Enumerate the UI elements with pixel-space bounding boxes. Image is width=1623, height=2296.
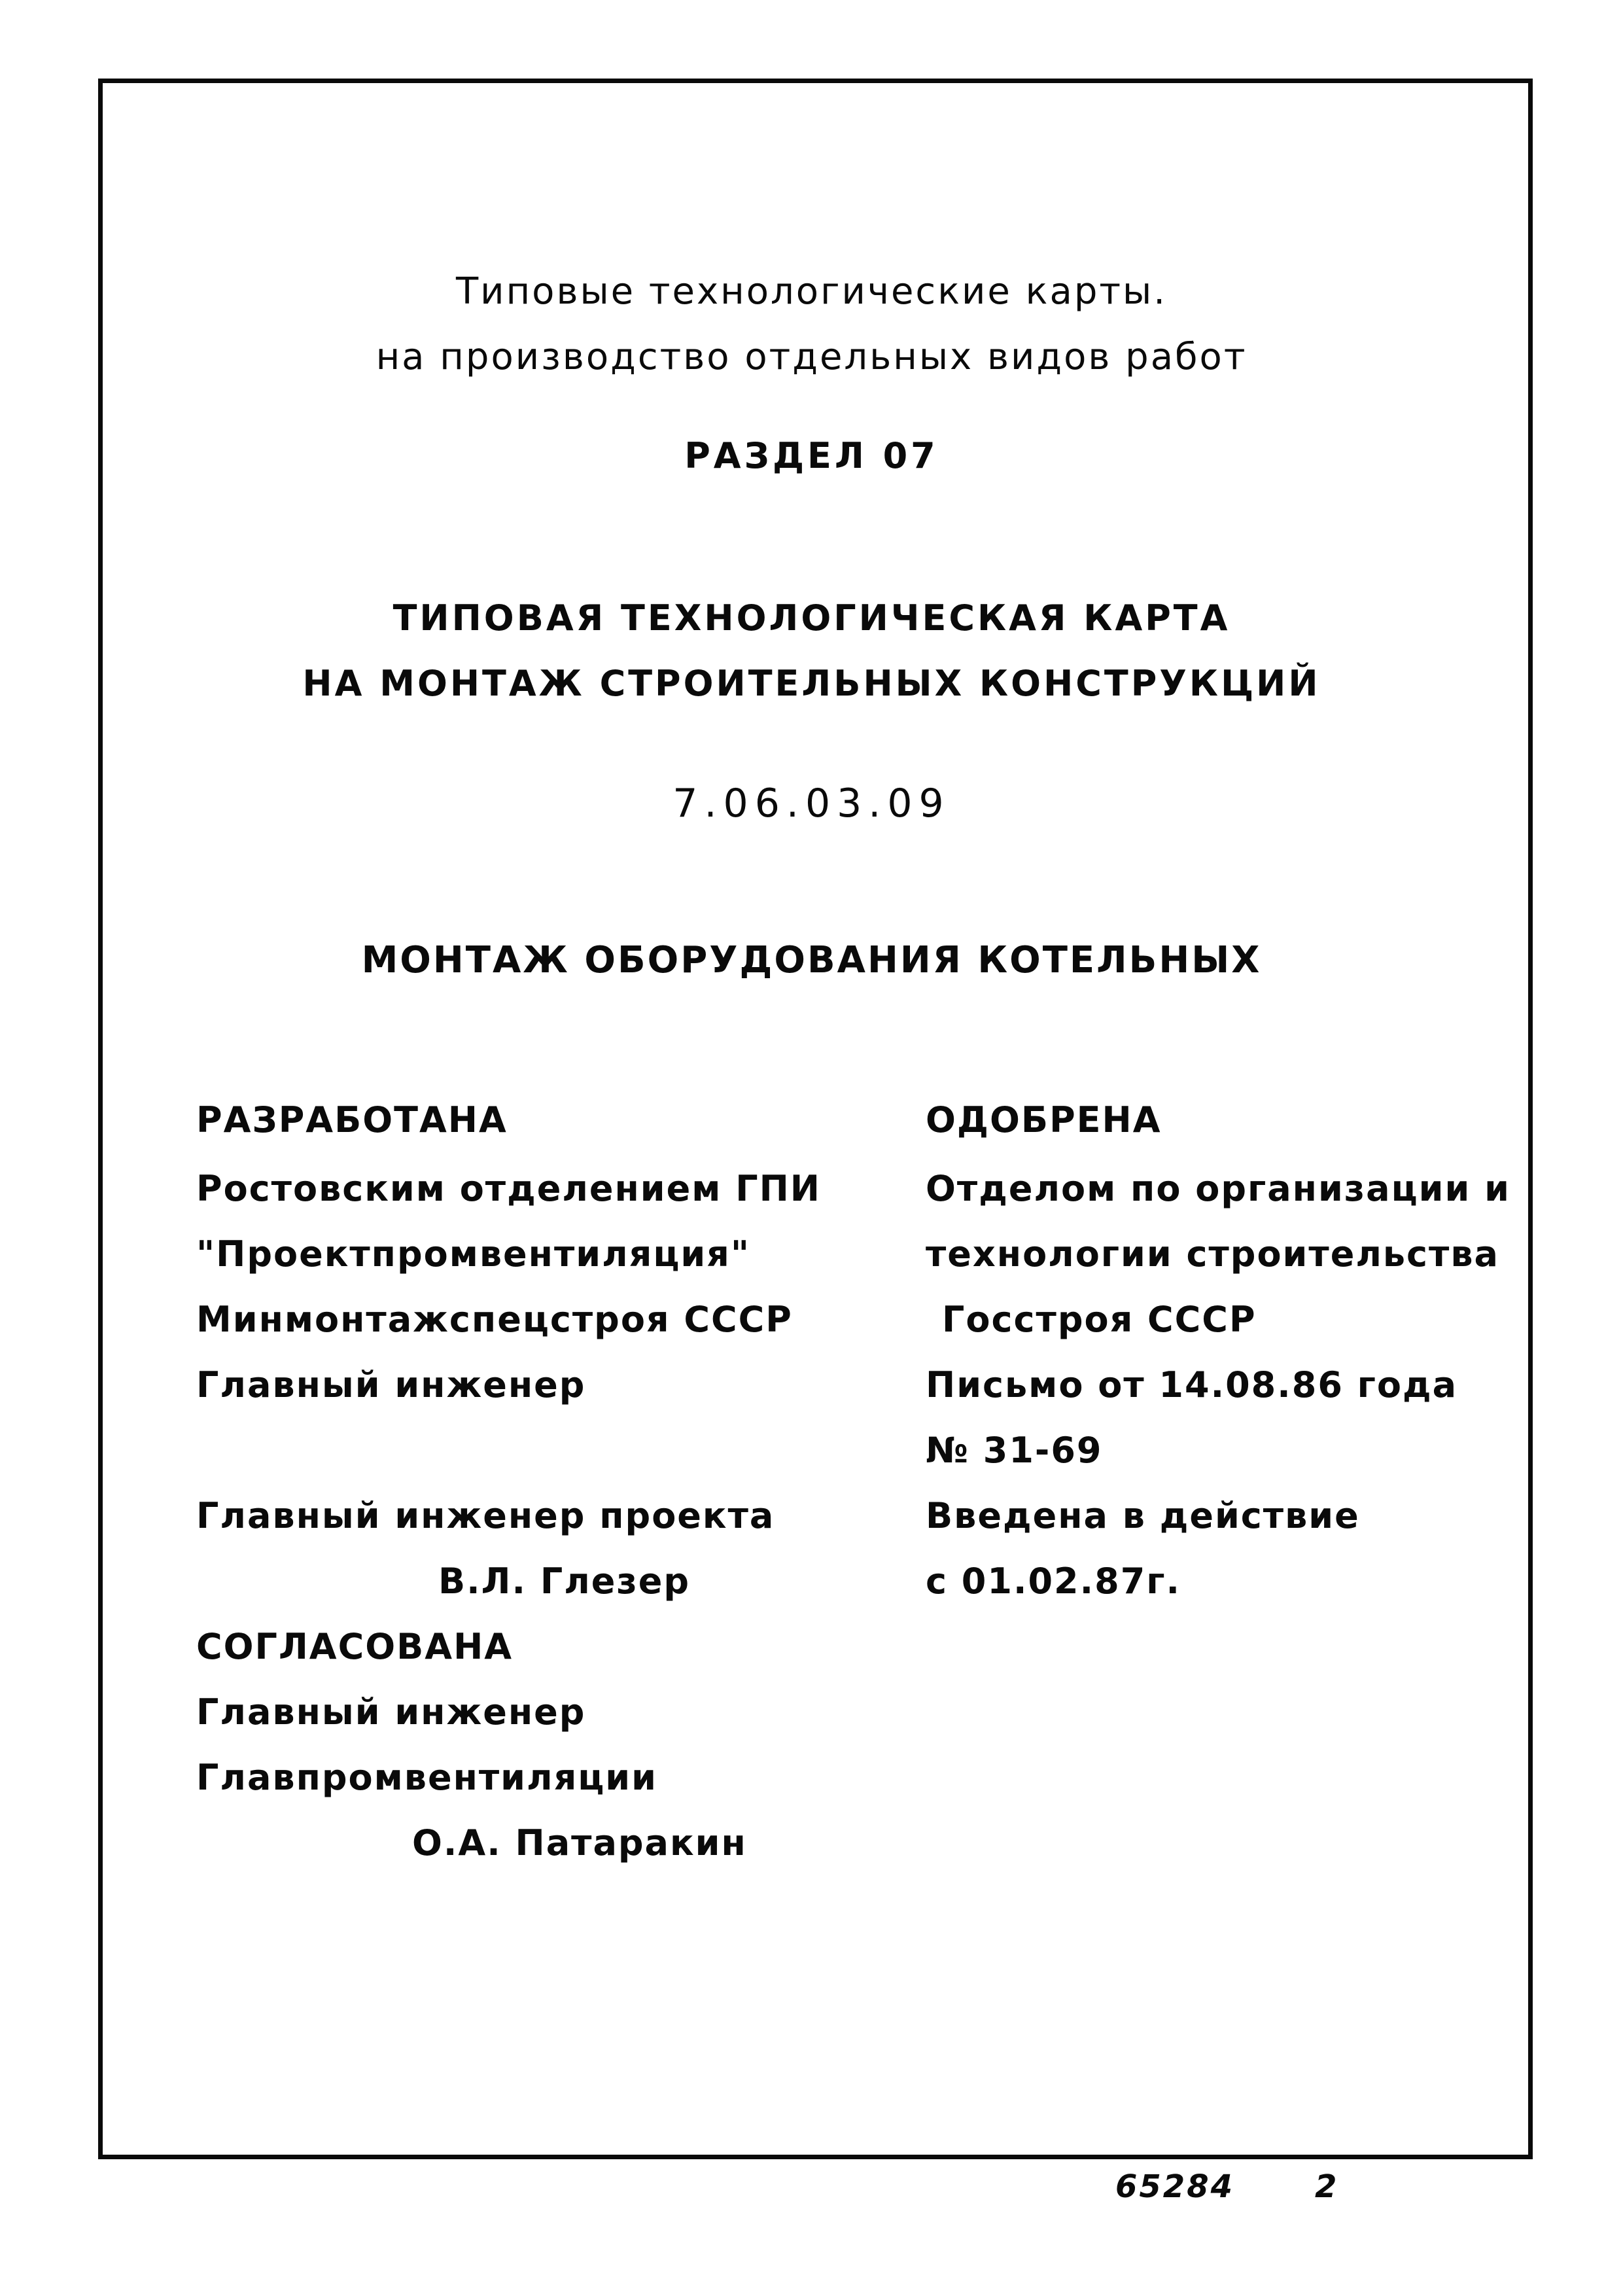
agreed-name: О.А. Патаракин xyxy=(412,1822,747,1863)
document-number: 65284 xyxy=(1115,2168,1234,2205)
agreed-line2: Главпромвентиляции xyxy=(196,1757,657,1798)
approved-line1: Отделом по организации и xyxy=(926,1168,1510,1209)
developed-project-engineer: Главный инженер проекта xyxy=(196,1495,775,1536)
series-title-line2: на производство отдельных видов работ xyxy=(375,336,1248,378)
developed-project-engineer-name: В.Л. Глезер xyxy=(438,1561,691,1602)
agreed-heading: СОГЛАСОВАНА xyxy=(196,1626,514,1667)
card-subject: МОНТАЖ ОБОРУДОВАНИЯ КОТЕЛЬНЫХ xyxy=(361,939,1262,981)
section-number: РАЗДЕЛ 07 xyxy=(684,435,939,476)
agreed-line1: Главный инженер xyxy=(196,1691,586,1733)
approved-heading: ОДОБРЕНА xyxy=(926,1099,1162,1140)
developed-heading: РАЗРАБОТАНА xyxy=(196,1099,508,1140)
approved-line2: технологии строительства xyxy=(926,1233,1499,1275)
approved-letter: Письмо от 14.08.86 года xyxy=(926,1364,1458,1405)
developed-org-line1: Ростовским отделением ГПИ xyxy=(196,1168,822,1209)
approved-number: № 31-69 xyxy=(926,1430,1103,1471)
card-title-line1: ТИПОВАЯ ТЕХНОЛОГИЧЕСКАЯ КАРТА xyxy=(393,597,1230,639)
approved-effective-date: с 01.02.87г. xyxy=(926,1561,1181,1602)
developed-chief-engineer: Главный инженер xyxy=(196,1364,586,1405)
approved-line3: Госстроя СССР xyxy=(942,1299,1257,1340)
series-title-line1: Типовые технологические карты. xyxy=(455,270,1168,313)
card-code: 7.06.03.09 xyxy=(672,781,951,826)
approved-effective: Введена в действие xyxy=(926,1495,1360,1536)
developed-org-line2: "Проектпромвентиляция" xyxy=(196,1233,750,1275)
page-number: 2 xyxy=(1315,2168,1339,2205)
developed-org-line3: Минмонтажспецстроя СССР xyxy=(196,1299,793,1340)
card-title-line2: НА МОНТАЖ СТРОИТЕЛЬНЫХ КОНСТРУКЦИЙ xyxy=(302,663,1321,704)
